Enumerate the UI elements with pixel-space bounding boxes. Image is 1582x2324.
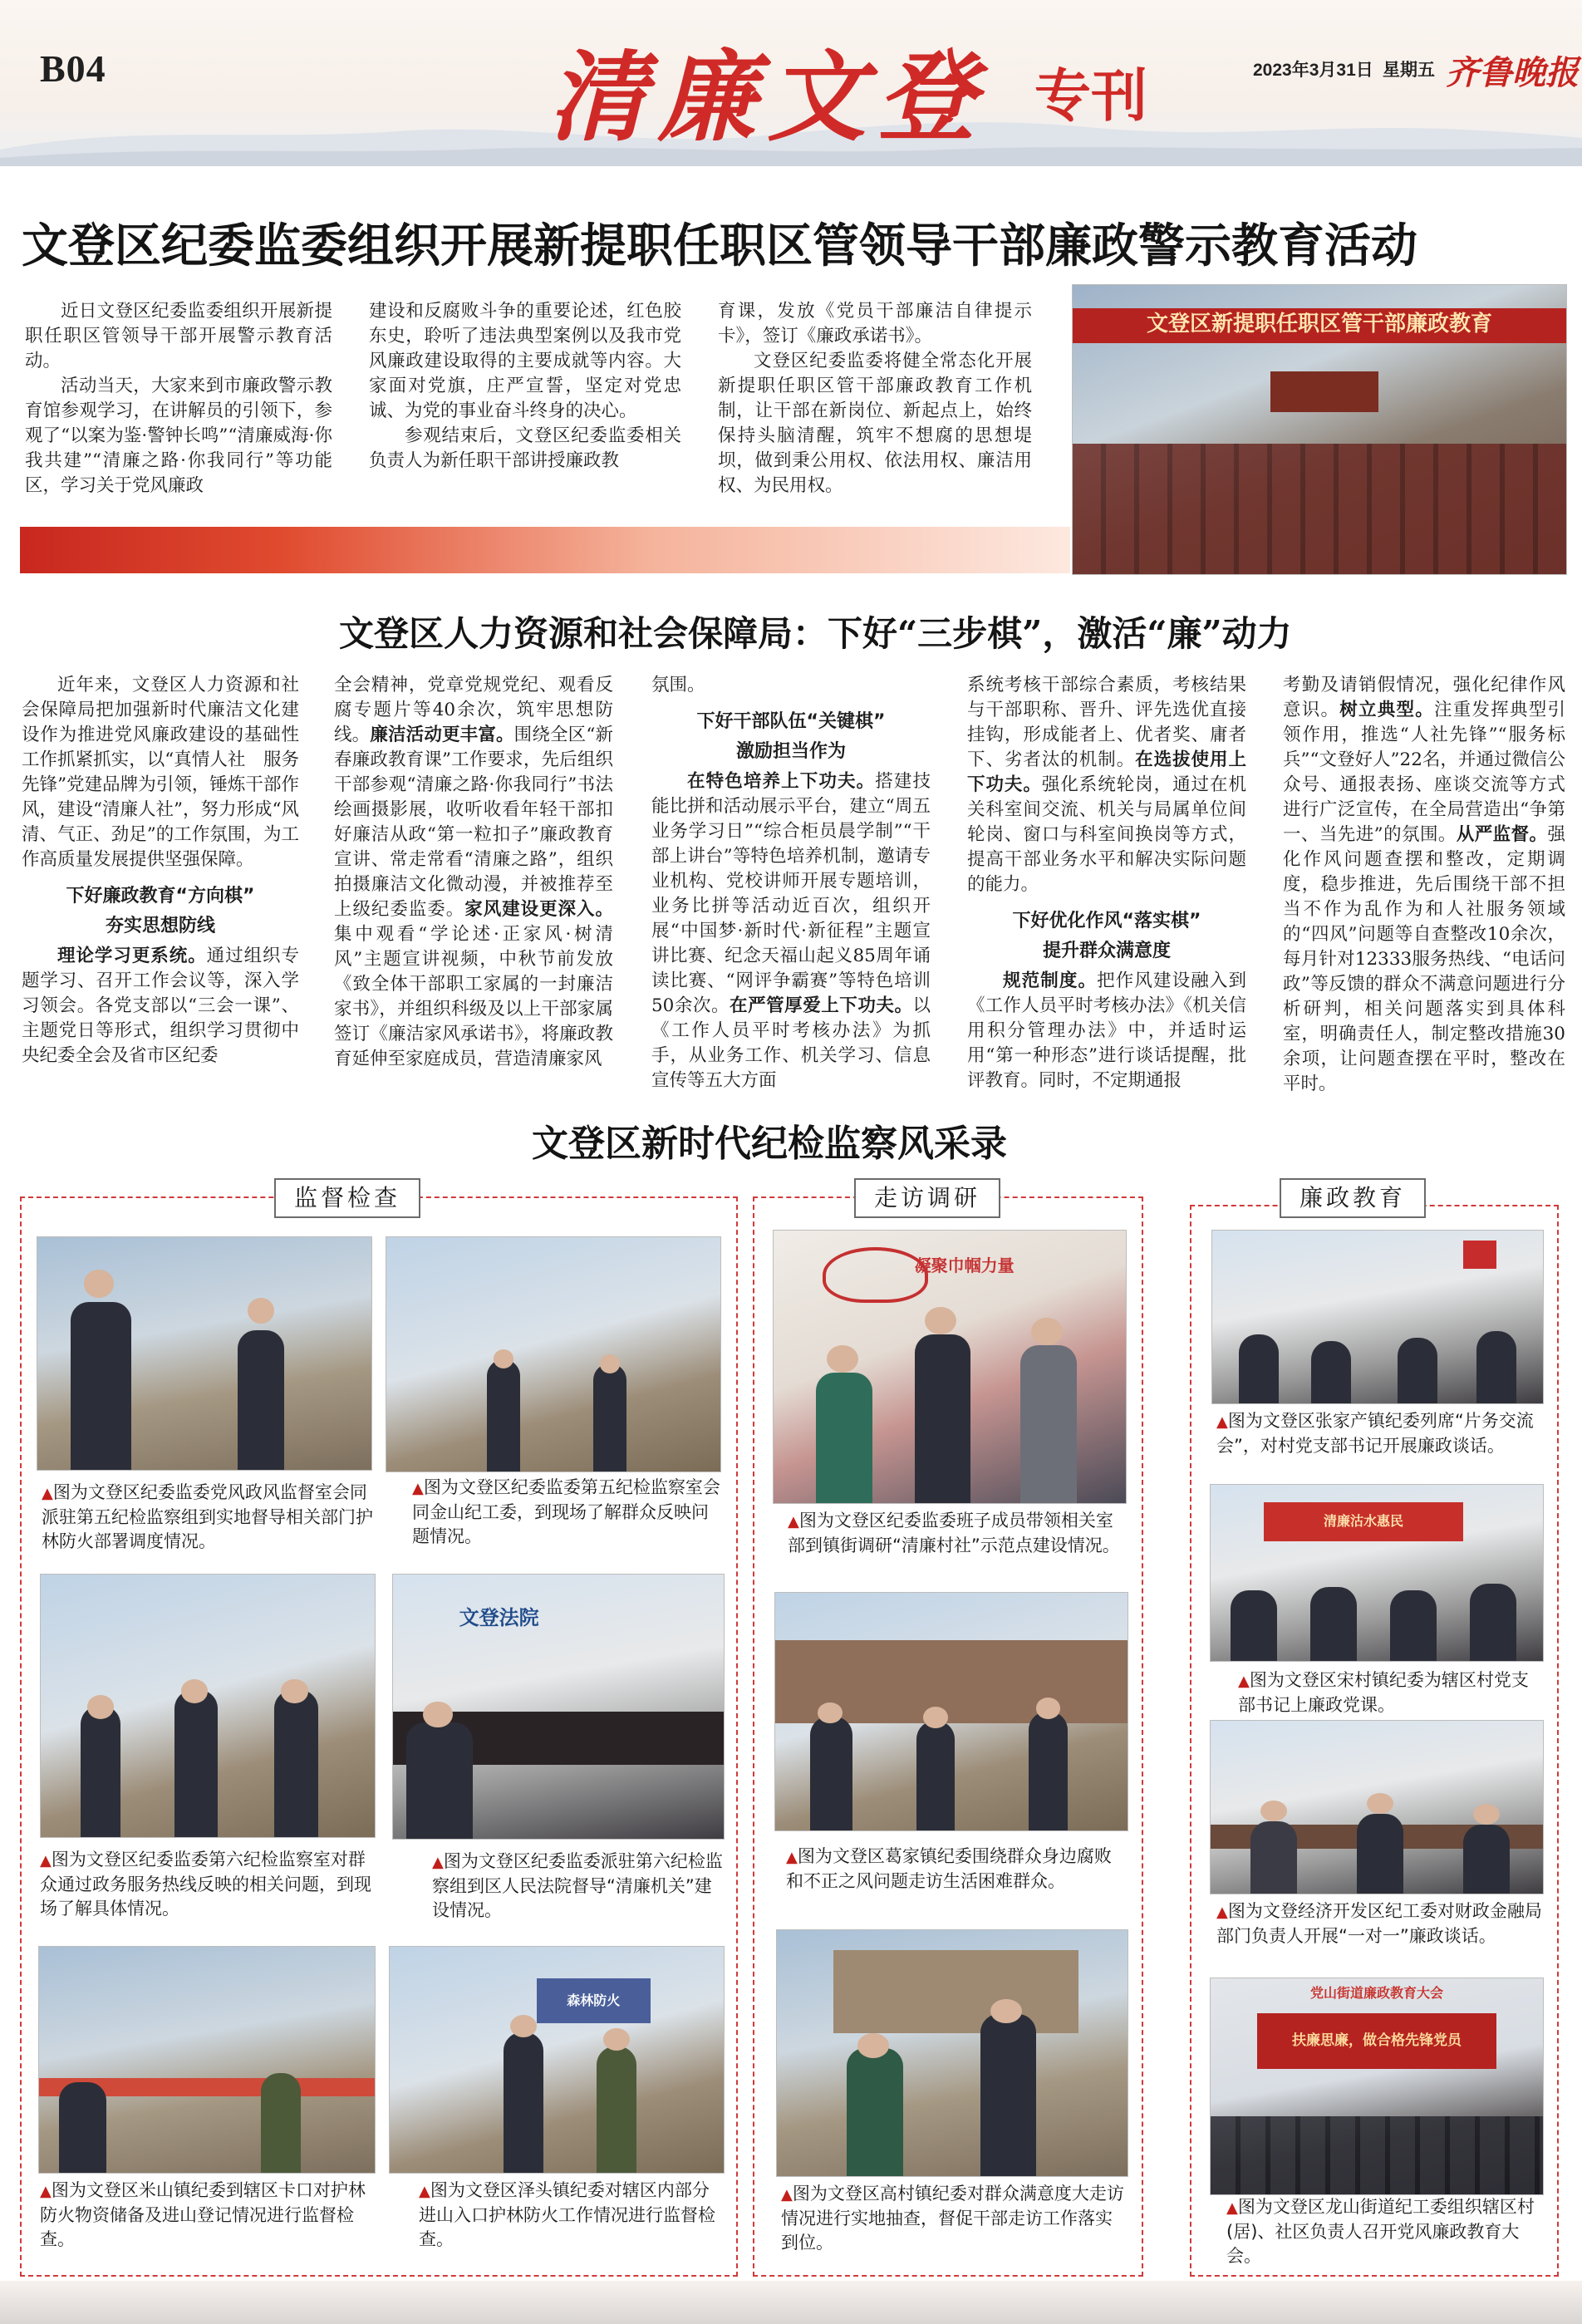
photo-inspection-2 bbox=[386, 1236, 721, 1472]
article2-col3: 氛围。 下好干部队伍“关键棋” 激励担当作为 在特色培养上下功夫。搭建技能比拼和活动展示平台，建立“周五业务学习日”“综合柜员晨学制”“干部上讲台”等特色培养机制，邀请专业机构、党校讲师开展专题培训，业务比拼等活动近百次，组织开展“中国梦·新时代·新征程”主题宣讲比赛、纪念天福山起义85周年诵读比赛、“网评争霸赛”等特色培训50余次。在严管厚爱上下功夫。以《工作人员平时考核办法》为抓手，从业务工作、机关学习、信息宣传等五大方面 bbox=[651, 675, 931, 1091]
caption-inspection-4: ▲图为文登区纪委监委派驻第六纪检监察组到区人民法院督导“清廉机关”建设情况。 bbox=[432, 1851, 723, 1920]
photo-inspection-4 bbox=[392, 1574, 725, 1840]
caption-inspection-2: ▲图为文登区纪委监委第五纪检监察室会同金山纪工委，到现场了解群众反映问题情况。 bbox=[412, 1477, 720, 1546]
triangle-marker-icon: ▲ bbox=[42, 1485, 53, 1502]
photo-education-2 bbox=[1210, 1484, 1544, 1662]
photo-education-4 bbox=[1210, 1978, 1544, 2195]
fire-board: 森林防火 bbox=[537, 1978, 651, 2023]
photo-visits-3 bbox=[776, 1929, 1128, 2177]
article1-col3: 育课，发放《党员干部廉洁自律提示卡》，签订《廉政承诺书》。 文登区纪委监委将健全常态化开展新提职任职区管干部廉政教育工作机制，让干部在新岗位、新起点上，始终保持头脑清醒，筑牢不想腐的思想堤坝，做到秉公用权、依法用权、廉洁用权、为民用权。 bbox=[718, 301, 1032, 496]
photo-inspection-3 bbox=[40, 1574, 376, 1838]
triangle-marker-icon: ▲ bbox=[1216, 1413, 1228, 1431]
section-tag-inspection: 监督检查 bbox=[274, 1178, 420, 1218]
triangle-marker-icon: ▲ bbox=[788, 1513, 799, 1530]
article1-headline: 文登区纪委监委组织开展新提职任职区管领导干部廉政警示教育活动 bbox=[22, 219, 1417, 273]
article2-headline: 文登区人力资源和社会保障局：下好“三步棋”，激活“廉”动力 bbox=[339, 613, 1292, 654]
photo-inspection-5 bbox=[38, 1946, 376, 2174]
photo-education-3 bbox=[1210, 1720, 1544, 1894]
section-tag-visits: 走访调研 bbox=[854, 1178, 1000, 1218]
decorative-red-bar bbox=[20, 527, 1070, 573]
photo-education-1 bbox=[1211, 1230, 1544, 1404]
photo-training-hall: 文登区新提职任职区管干部廉政教育 bbox=[1072, 284, 1567, 575]
caption-inspection-1: ▲图为文登区纪委监委党风政风监督室会同派驻第五纪检监察组到实地督导相关部门护林防火部署调度情况。 bbox=[42, 1482, 373, 1551]
photo-inspection-1 bbox=[37, 1236, 372, 1471]
footer-band bbox=[0, 2281, 1582, 2324]
section-tag-education: 廉政教育 bbox=[1280, 1178, 1426, 1218]
caption-education-1: ▲图为文登区张家产镇纪委列席“片务交流会”，对村党支部书记开展廉政谈话。 bbox=[1216, 1411, 1534, 1456]
caption-visits-1: ▲图为文登区纪委监委班子成员带领相关室部到镇街调研“清廉村社”示范点建设情况。 bbox=[788, 1511, 1120, 1555]
triangle-marker-icon: ▲ bbox=[1238, 1673, 1250, 1690]
caption-education-2: ▲图为文登区宋村镇纪委为辖区村党支部书记上廉政党课。 bbox=[1238, 1670, 1529, 1715]
caption-inspection-5: ▲图为文登区米山镇纪委到辖区卡口对护林防火物资储备及进山登记情况进行监督检查。 bbox=[40, 2180, 366, 2249]
stage-banner: 扶廉思廉，做合格先锋党员 bbox=[1257, 2013, 1496, 2070]
article1-col2: 建设和反腐败斗争的重要论述，红色胶东史，聆听了违法典型案例以及我市党风廉政建设取得的主要成就等内容。大家面对党旗，庄严宣誓，坚定对党忠诚、为党的事业奋斗终身的决心。 参观结束后，文登区纪委监委相关负责人为新任职干部讲授廉政教 bbox=[369, 301, 681, 471]
wall-banner: 清廉沽水惠民 bbox=[1264, 1502, 1463, 1541]
masthead bbox=[0, 0, 1582, 166]
hall-title: 党山街道廉政教育大会 bbox=[1309, 1985, 1443, 2002]
caption-inspection-6: ▲图为文登区泽头镇纪委对辖区内部分进山入口护林防火工作情况进行监督检查。 bbox=[419, 2180, 715, 2249]
triangle-marker-icon: ▲ bbox=[412, 1480, 424, 1497]
triangle-marker-icon: ▲ bbox=[432, 1854, 444, 1871]
triangle-marker-icon: ▲ bbox=[781, 2186, 793, 2204]
article2-col4: 系统考核干部综合素质，考核结果与干部职称、晋升、评先选优直接挂钩，形成能者上、优者奖、庸者下、劣者汰的机制。在选拔使用上下功夫。强化系统轮岗，通过在机关科室间交流、机关与局属单位间轮岗、窗口与科室间换岗等方式，提高干部业务水平和解决实际问题的能力。 下好优化作风“落实棋” 提升群众满意度 规范制度。把作风建设融入到《工作人员平时考核办法》《机关信用积分管理办法》中，并适时运用“第一种形态”进行谈话提醒，批评教育。同时，不定期通报 bbox=[967, 675, 1246, 1091]
gallery-headline: 文登区新时代纪检监察风采录 bbox=[532, 1123, 1007, 1165]
caption-education-3: ▲图为文登经济开发区纪工委对财政金融局部门负责人开展“一对一”廉政谈话。 bbox=[1216, 1901, 1542, 1946]
article2-col5: 考勤及请销假情况，强化纪律作风意识。树立典型。注重发挥典型引领作用，推选“人社先锋”“服务标兵”“文登好人”22名，并通过微信公众号、通报表扬、座谈交流等方式进行广泛宣传，在全局营造出“争第一、当先进”的氛围。从严监督。强化作风问题查摆和整改，定期调度，稳步推进，先后围绕干部不担当不作为乱作为和人社服务领域的“四风”问题等自查整改10余次，每月针对12333服务热线、“电话问政”等反馈的群众不满意问题进行分析研判，相关问题落实到具体科室，明确责任人，制定整改措施30余项，让问题查摆在平时，整改在平时。 bbox=[1283, 675, 1565, 1094]
article2-col1: 近年来，文登区人力资源和社会保障局把加强新时代廉洁文化建设作为推进党风廉政建设的基础性工作抓紧抓实，以“真情人社 服务先锋”党建品牌为引领，锤炼干部作风，建设“清廉人社”，努力形成“风清、气正、劲足”的工作氛围，为工作高质量发展提供坚强保障。 下好廉政教育“方向棋” 夯实思想防线 理论学习更系统。通过组织专题学习、召开工作会议等，深入学习领会。各党支部以“三会一课”、主题党日等形式，组织学习贯彻中央纪委全会及省市区纪委 bbox=[22, 675, 299, 1066]
page-code: B04 bbox=[40, 47, 106, 90]
court-sign: 文登法院 bbox=[459, 1604, 539, 1629]
triangle-marker-icon: ▲ bbox=[419, 2183, 430, 2200]
issue-date: 2023年3月31日 bbox=[1253, 61, 1373, 80]
triangle-marker-icon: ▲ bbox=[786, 1849, 798, 1866]
caption-visits-2: ▲图为文登区葛家镇纪委围绕群众身边腐败和不正之风问题走访生活困难群众。 bbox=[786, 1846, 1112, 1891]
wall-slogan: 凝聚巾帼力量 bbox=[914, 1255, 1015, 1276]
masthead-title: 清廉文登 bbox=[548, 39, 988, 155]
triangle-marker-icon: ▲ bbox=[40, 2183, 52, 2200]
article2-col2: 全会精神，党章党规党纪、观看反腐专题片等40余次，筑牢思想防线。廉洁活动更丰富。围绕全区“新春廉政教育课”工作要求，先后组织干部参观“清廉之路·你我同行”书法绘画摄影展，收听收看年轻干部扣好廉洁从政“第一粒扣子”廉政教育宣讲、常走常看“清廉之路”，组织拍摄廉洁文化微动漫，并被推荐至上级纪委监委。家风建设更深入。集中观看“学论述·正家风·树清风”主题宣讲视频，中秋节前发放《致全体干部职工家属的一封廉洁家书》，并组织科级及以上干部家属签订《廉洁家风承诺书》，将廉政教育延伸至家庭成员，营造清廉家风 bbox=[334, 675, 613, 1069]
caption-inspection-3: ▲图为文登区纪委监委第六纪检监察室对群众通过政务服务热线反映的相关问题，到现场了解具体情况。 bbox=[40, 1850, 371, 1919]
triangle-marker-icon: ▲ bbox=[1216, 1904, 1228, 1921]
photo-visits-1 bbox=[773, 1230, 1127, 1504]
article1-col1: 近日文登区纪委监委组织开展新提职任职区管领导干部开展警示教育活动。 活动当天，大家来到市廉政警示教育馆参观学习，在讲解员的引领下，参观了“以案为鉴·警钟长鸣”“清廉威海·你我共建”“清廉之路·你我同行”等功能区，学习关于党风廉政 bbox=[25, 301, 332, 496]
caption-visits-3: ▲图为文登区高村镇纪委对群众满意度大走访情况进行实地抽查，督促干部走访工作落实到位。 bbox=[781, 2184, 1124, 2253]
photo-inspection-6 bbox=[389, 1946, 725, 2174]
issue-weekday: 星期五 bbox=[1383, 61, 1435, 80]
photo-visits-2 bbox=[774, 1592, 1128, 1831]
caption-education-4: ▲图为文登区龙山街道纪工委组织辖区村(居)、社区负责人召开党风廉政教育大会。 bbox=[1226, 2197, 1535, 2266]
newspaper-logo: 齐鲁晚报 bbox=[1446, 53, 1579, 92]
triangle-marker-icon: ▲ bbox=[1226, 2199, 1238, 2217]
triangle-marker-icon: ▲ bbox=[40, 1852, 52, 1870]
masthead-subtitle: 专刊 bbox=[1034, 64, 1148, 130]
